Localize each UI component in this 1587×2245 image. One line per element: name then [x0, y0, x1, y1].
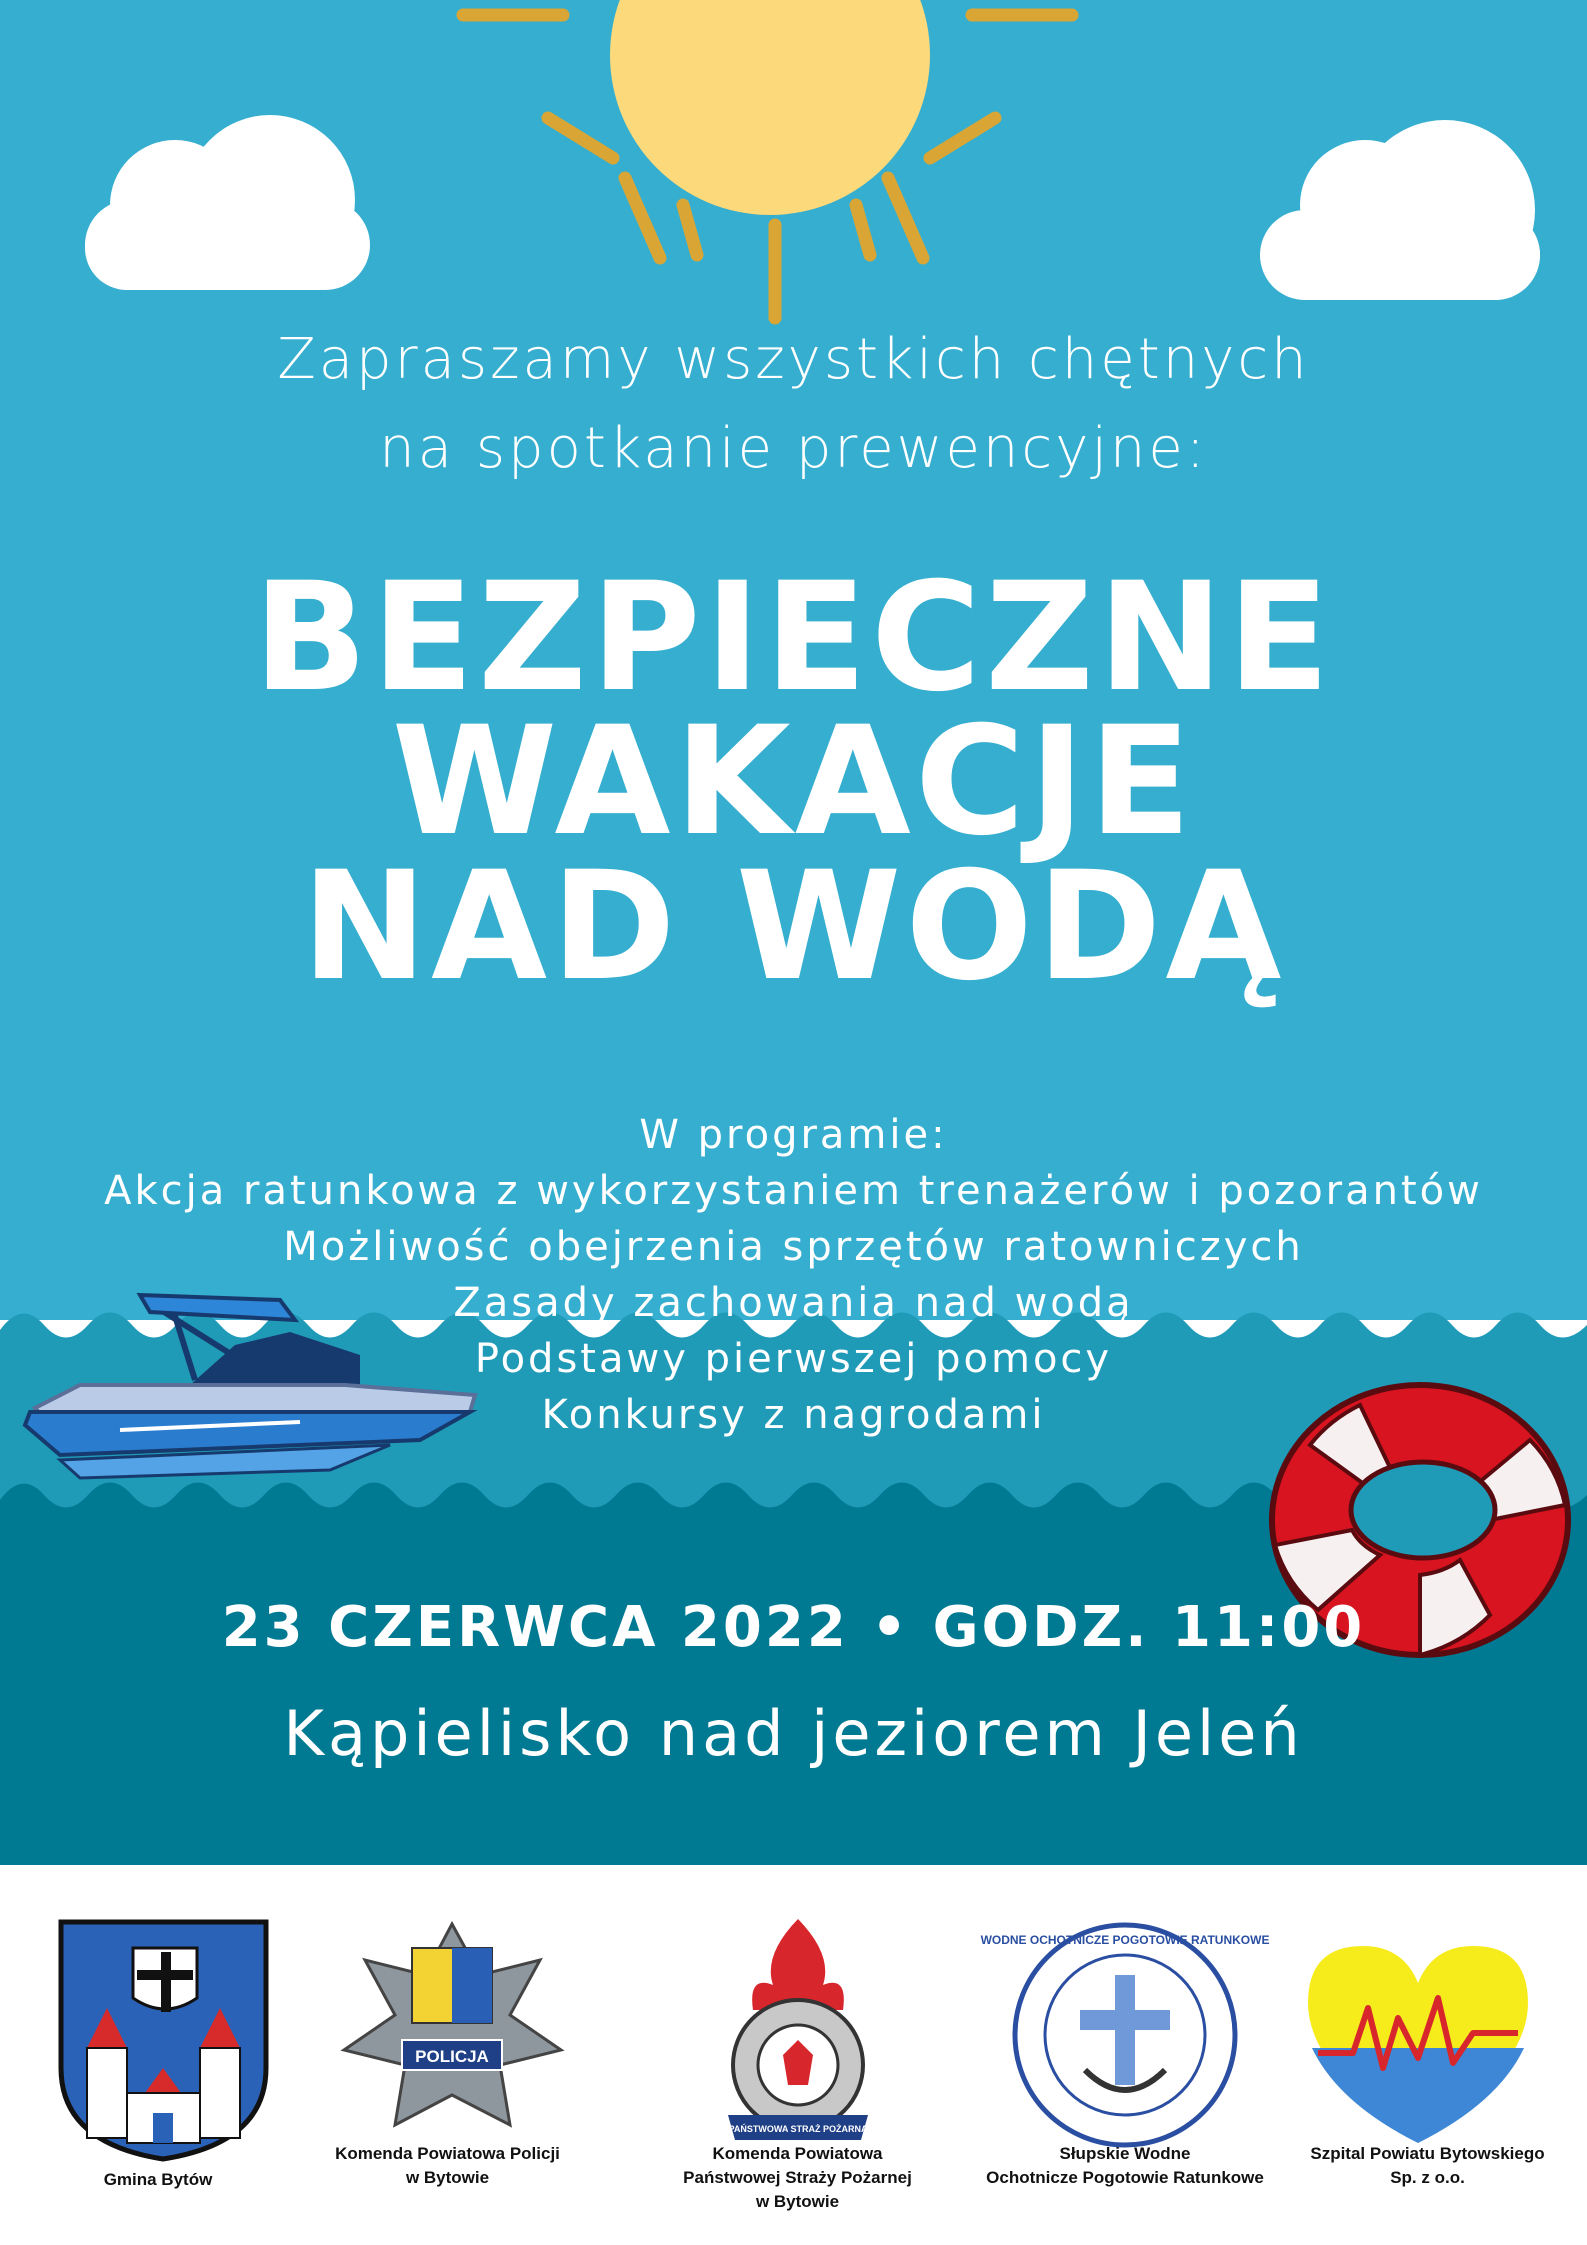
program-item: Konkursy z nagrodami: [541, 1392, 1046, 1438]
wopr-emblem-text: WODNE OCHOTNICZE POGOTOWIE RATUNKOWE: [980, 1933, 1270, 1947]
police-badge-text: POLICJA: [415, 2047, 489, 2066]
police-badge-icon: [340, 1920, 565, 2155]
gmina-bytow-coat-of-arms-icon: [57, 1918, 270, 2163]
sun-icon: [463, 0, 1072, 318]
title-line-3: NAD WODĄ: [301, 840, 1286, 1014]
program-item: Akcja ratunkowa z wykorzystaniem trenażerów i pozorantów: [104, 1168, 1483, 1214]
title-line-2: WAKACJE: [391, 695, 1196, 869]
program-item: Podstawy pierwszej pomocy: [474, 1336, 1113, 1382]
event-datetime: 23 CZERWCA 2022 • GODZ. 11:00: [221, 1595, 1366, 1660]
wopr-emblem-icon: [980, 1920, 1270, 2150]
event-place: Kąpielisko nad jeziorem Jeleń: [283, 1697, 1304, 1770]
title-line-1: BEZPIECZNE: [253, 551, 1334, 725]
program-heading: W programie:: [639, 1112, 948, 1158]
program-item: Zasady zachowania nad wodą: [453, 1280, 1134, 1326]
partner-name: Szpital Powiatu Bytowskiego Sp. z o.o.: [1310, 2144, 1545, 2187]
intro-line-2: na spotkanie prewencyjne:: [379, 416, 1208, 481]
partner-name: Komenda Powiatowa Policji w Bytowie: [335, 2144, 560, 2187]
hospital-heart-icon: [1298, 1938, 1538, 2148]
fire-service-emblem-icon: [713, 1915, 883, 2150]
cloud-right-icon: [1260, 120, 1540, 300]
cloud-left-icon: [85, 115, 370, 290]
partner-name: Komenda Powiatowa Państwowej Straży Pożarnej w Bytowie: [683, 2144, 912, 2211]
intro-line-1: Zapraszamy wszystkich chętnych: [277, 327, 1310, 392]
program-item: Możliwość obejrzenia sprzętów ratowniczych: [283, 1224, 1304, 1270]
fire-emblem-text: PAŃSTWOWA STRAŻ POŻARNA: [728, 2124, 868, 2134]
partner-name: Słupskie Wodne Ochotnicze Pogotowie Ratunkowe: [986, 2144, 1264, 2187]
partner-name: Gmina Bytów: [103, 2170, 213, 2189]
